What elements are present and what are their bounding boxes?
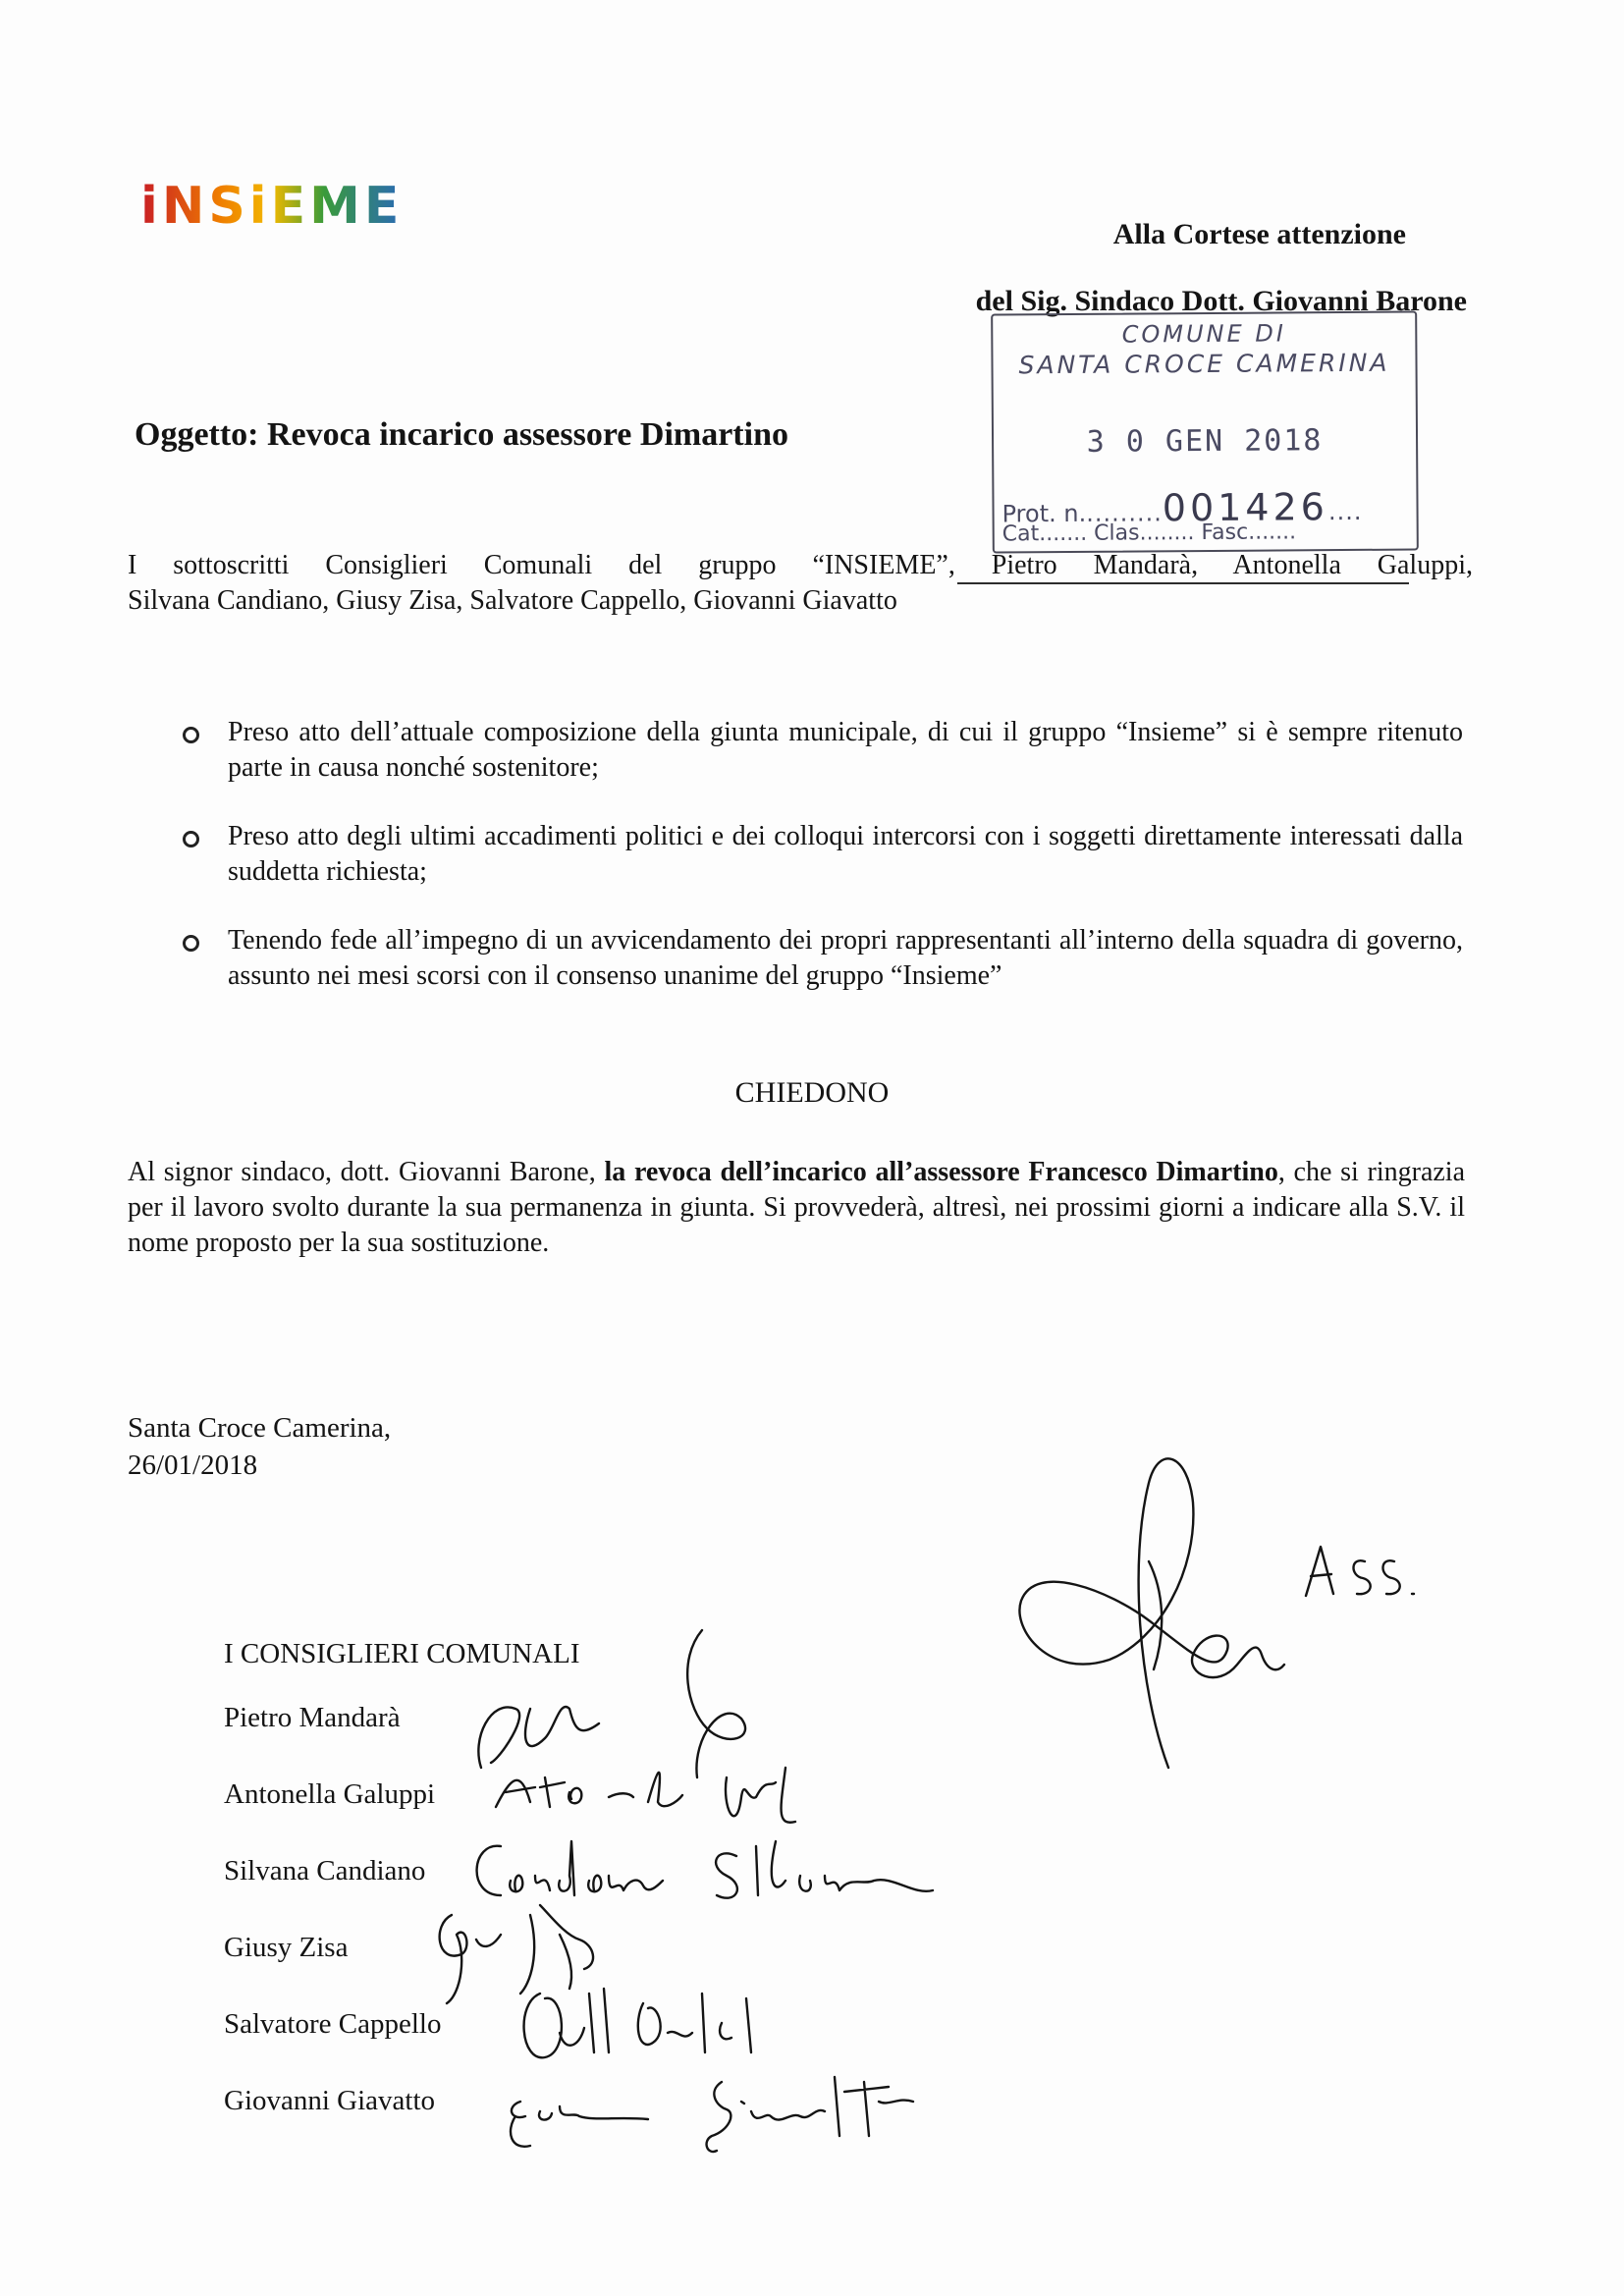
stamp-dots: ......... bbox=[1086, 499, 1163, 527]
premise-text: Preso atto dell’attuale composizione della giunta municipale, di cui il gruppo “Insieme” si è sempre ritenuto parte in causa nonché sostenitore; bbox=[228, 717, 1463, 783]
insieme-logo: iNSiEME bbox=[140, 177, 404, 236]
signature-giovanni-giavatto bbox=[501, 2062, 933, 2170]
premise-item bbox=[177, 715, 1463, 786]
stamp-strike-line bbox=[957, 582, 1409, 584]
premise-item bbox=[177, 819, 1463, 890]
request-text-1: Al signor sindaco, dott. Giovanni Barone, bbox=[128, 1157, 605, 1187]
date: 26/01/2018 bbox=[128, 1449, 258, 1481]
annotation-handwriting bbox=[1296, 1537, 1424, 1606]
signatory-name: Salvatore Cappello bbox=[224, 2008, 442, 2040]
protocol-stamp bbox=[991, 310, 1419, 553]
premise-text: Preso atto degli ultimi accadimenti politici e dei colloqui intercorsi con i soggetti direttamente interessati dalla suddetta richiesta; bbox=[228, 821, 1463, 887]
stamp-dots: .... bbox=[1327, 497, 1363, 526]
signatory-name: Pietro Mandarà bbox=[224, 1702, 401, 1733]
premises-list bbox=[177, 715, 1463, 1027]
place-date-block bbox=[128, 1409, 391, 1484]
request-paragraph bbox=[128, 1155, 1465, 1261]
addressee-line-1: Alla Cortese attenzione bbox=[1112, 218, 1406, 250]
signatories-heading: I CONSIGLIERI COMUNALI bbox=[224, 1638, 580, 1669]
stamp-classification: Cat....... Clas........ Fasc....... bbox=[1001, 519, 1297, 547]
signatory-name: Antonella Galuppi bbox=[224, 1778, 436, 1810]
bullet-icon bbox=[183, 727, 199, 743]
stamp-date: 3 0 GEN 2018 bbox=[1086, 423, 1324, 460]
stamp-prot-number: 001426 bbox=[1162, 485, 1329, 530]
subject-line: Oggetto: Revoca incarico assessore Dimartino bbox=[135, 416, 788, 453]
stamp-line-2: SANTA CROCE CAMERINA bbox=[1018, 348, 1390, 380]
bullet-icon bbox=[183, 935, 199, 952]
bullet-icon bbox=[183, 831, 199, 847]
chiedono-heading: CHIEDONO bbox=[734, 1076, 890, 1109]
signatory-name: Giovanni Giavatto bbox=[224, 2085, 436, 2116]
stamp-line-1: COMUNE DI bbox=[1121, 319, 1287, 349]
intro-line-2: Silvana Candiano, Giusy Zisa, Salvatore Cappello, Giovanni Giavatto bbox=[128, 585, 897, 616]
signature-antonella-galuppi bbox=[491, 1748, 815, 1836]
place: Santa Croce Camerina, bbox=[128, 1412, 392, 1444]
addressee-line-2: del Sig. Sindaco Dott. Giovanni Barone bbox=[975, 285, 1467, 317]
premise-text: Tenendo fede all’impegno di un avvicendamento dei propri rappresentanti all’interno della squadra di governo, assunto nei mesi scorsi con il consenso unanime del gruppo “Insieme” bbox=[228, 925, 1463, 991]
request-bold-text: la revoca dell’incarico all’assessore Francesco Dimartino bbox=[604, 1157, 1278, 1187]
signatory-name: Silvana Candiano bbox=[224, 1855, 426, 1886]
mayor-signature bbox=[992, 1444, 1286, 1807]
premise-item bbox=[177, 923, 1463, 994]
request-text-2: , che si ringrazia per il lavoro svolto durante la sua permanenza in giunta. Si provvederà, altresì, nei prossimi giorni a indicare alla S.V. il nome proposto per la sua sostituzione. bbox=[128, 1157, 1466, 1258]
intro-line-1: I sottoscritti Consiglieri Comunali del gruppo “INSIEME”, Pietro Mandarà, Antonella Galuppi, bbox=[128, 550, 1473, 580]
signatory-name: Giusy Zisa bbox=[224, 1932, 349, 1963]
stamp-prot-label: Prot. n. bbox=[1001, 499, 1087, 528]
